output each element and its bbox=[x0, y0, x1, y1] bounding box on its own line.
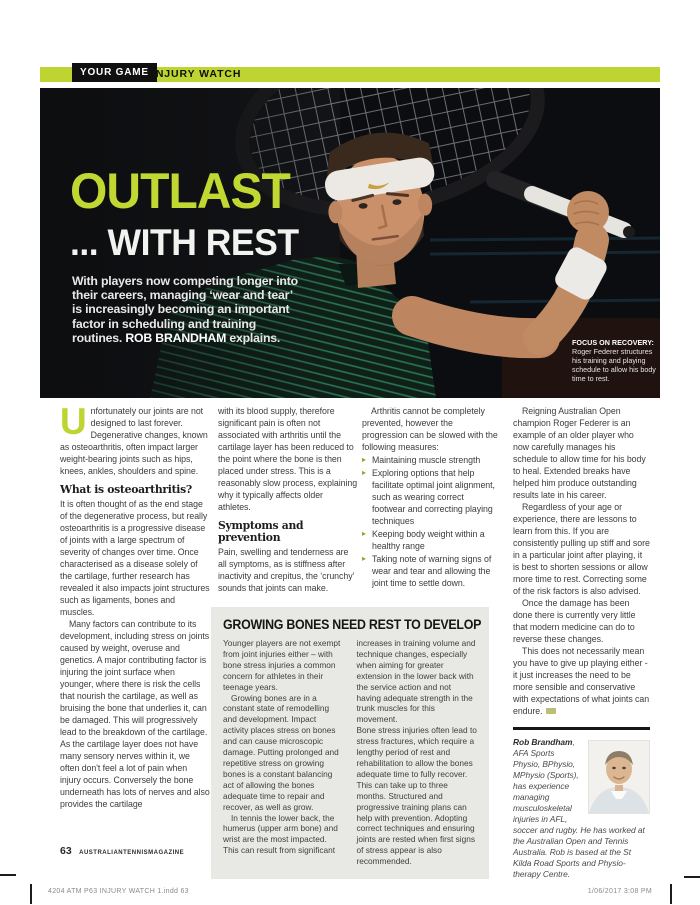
box-paragraph: Growing bones are in a constant state of remodelling and development. Impact activity places stress on bones and can cause microscopic damage. Putting prolonged and repetitive stress on growing bones is a constant balancing act of allowing the bones adequate time to repair and recover, as well as grow. bbox=[223, 692, 339, 812]
paragraph-text: This does not necessarily mean you have to give up playing either - it just increases the need to be more sensible and conservative with expectations of what joints can endure. bbox=[513, 646, 650, 716]
list-item bbox=[362, 528, 499, 552]
bullet-arrow-icon: ▸ bbox=[362, 554, 366, 563]
drop-cap: U bbox=[60, 401, 87, 442]
paragraph: Reigning Australian Open champion Roger Federer is an example of an older player who now carefully manages his schedule to allow time for his body to heal. Extended breaks have helped him produce outstanding results late in his career. bbox=[513, 406, 646, 500]
paragraph: It is often thought of as the end stage of the degenerative process, but really osteoarthritis is a progressive disease of joints with a large spectrum of severity of changes over time. Once characterised as a disease solely of the cartilage, further research has revealed it also impacts joint structures such as ligaments, bones and muscles. bbox=[60, 499, 210, 617]
list-item-text: Exploring options that help facilitate optimal joint alignment, such as wearing correct footwear and correcting playing techniques bbox=[372, 468, 495, 526]
paragraph: Pain, swelling and tenderness are all symptoms, as is stiffness after inactivity and crepitus, the ‘crunchy’ sounds that joints can make. bbox=[218, 547, 355, 593]
page-footer bbox=[60, 841, 184, 859]
crop-mark bbox=[670, 884, 672, 904]
paragraph bbox=[60, 401, 210, 477]
article-column-2 bbox=[218, 405, 358, 594]
author-bio bbox=[513, 737, 650, 880]
paragraph: with its blood supply, therefore significant pain is often not associated with arthritis until the cartilage layer has been reduced to the point where the bone is then placed under stress. This is a reasonably slow process, explaining why it typically affects older athletes. bbox=[218, 406, 358, 512]
photo-caption-label: FOCUS ON RECOVERY: bbox=[572, 338, 654, 347]
article-column-4 bbox=[513, 405, 650, 880]
crop-mark bbox=[684, 876, 700, 878]
box-paragraph: Younger players are not exempt from joint injuries either – with bone stress injuries a common concern for athletes in their teenage years. bbox=[223, 638, 341, 692]
bio-divider bbox=[513, 727, 650, 730]
standfirst-text: With players now competing longer into their careers, managing ‘wear and tear’ is increasingly becoming an important factor in scheduling and training routines. bbox=[72, 274, 298, 345]
standfirst-tail: explains. bbox=[226, 330, 281, 345]
photo-caption bbox=[572, 338, 660, 383]
bio-name: Rob Brandham bbox=[513, 737, 573, 747]
standfirst-author: ROB BRANDHAM bbox=[125, 330, 227, 345]
bullet-arrow-icon: ▸ bbox=[362, 529, 366, 538]
growing-bones-box bbox=[211, 607, 489, 879]
box-paragraph: increases in training volume and technique changes, especially when aiming for greater extension in the lower back with the service action and not having adequate strength in the trunk muscles for this movement. bbox=[356, 638, 476, 725]
list-item bbox=[362, 467, 499, 527]
box-title: GROWING BONES NEED REST TO DEVELOP bbox=[223, 617, 482, 632]
crop-mark bbox=[0, 874, 16, 876]
end-of-article-icon bbox=[546, 708, 556, 714]
bio-text: , AFA Sports Physio, BPhysio, MPhysio (Sports), has experience managing musculoskeletal injuries in AFL, soccer and rugby. He has worked at the Australian Open and Tennis Australia. Rob is based at the St Kilda Road Sports and Physio-therapy Centre. bbox=[513, 737, 645, 879]
paragraph: Arthritis cannot be completely prevented, however the progression can be slowed with the following measures: bbox=[362, 406, 498, 452]
kicker-injury-watch: INJURY WATCH bbox=[152, 68, 242, 80]
paragraph: Regardless of your age or experience, there are lessons to learn from this. If you are consistently pulling up stiff and sore in a particular joint after playing, it is best to shorten sessions or allow more time to rest. Correcting some of the risk factors is also advised. bbox=[513, 502, 650, 596]
standfirst bbox=[72, 274, 300, 345]
list-item-text: Maintaining muscle strength bbox=[372, 455, 481, 465]
paragraph bbox=[513, 645, 650, 717]
article-column-3 bbox=[362, 405, 499, 590]
box-paragraph: Bone stress injuries often lead to stress fractures, which require a lengthy period of rest and rehabilitation to allow the bones adequate time to fully recover. This can take up to three months. Structured and progressive training plans can help with prevention. Adopting correct techniques and ensuring joints are rested when first signs of stress appear is also recommended. bbox=[356, 725, 477, 867]
kicker-your-game: YOUR GAME bbox=[72, 63, 157, 82]
kicker-bar bbox=[40, 67, 660, 82]
page-number: 63 bbox=[60, 845, 72, 857]
subhead-osteoarthritis: What is osteoarthritis? bbox=[60, 483, 192, 496]
photo-caption-text: Roger Federer structures his training and playing schedule to allow his body time to rest. bbox=[572, 347, 656, 383]
author-headshot bbox=[588, 740, 650, 814]
list-item bbox=[362, 553, 499, 589]
measures-list bbox=[362, 454, 499, 589]
hero-photo bbox=[40, 88, 660, 398]
print-slug-right: 1/06/2017 3:08 PM bbox=[587, 888, 652, 895]
list-item-text: Taking note of warning signs of wear and tear and allowing the joint time to settle down. bbox=[372, 554, 492, 588]
list-item-text: Keeping body weight within a healthy range bbox=[372, 529, 485, 551]
crop-mark bbox=[30, 884, 32, 904]
box-paragraph: In tennis the lower back, the humerus (upper arm bone) and wrist are the most impacted. This can result from significant bbox=[223, 812, 338, 856]
list-item bbox=[362, 454, 499, 466]
headline-line2: ... WITH REST bbox=[70, 222, 299, 263]
subhead-symptoms: Symptoms and prevention bbox=[218, 519, 304, 544]
bullet-arrow-icon: ▸ bbox=[362, 468, 366, 477]
box-body bbox=[223, 638, 477, 867]
headline-line1: OUTLAST bbox=[70, 163, 290, 219]
bullet-arrow-icon: ▸ bbox=[362, 455, 366, 464]
print-slug-left: 4204 ATM P63 INJURY WATCH 1.indd 63 bbox=[48, 888, 189, 895]
paragraph: Once the damage has been done there is currently very little that modern medicine can do to reverse these changes. bbox=[513, 598, 636, 644]
paragraph-text: nfortunately our joints are not designed to last forever. Degenerative changes, known as osteoarthritis, often impact larger weight-bearing joints such as hips, knees, ankles, shoulders and spine. bbox=[60, 406, 208, 476]
magazine-name: AUSTRALIANTENNISMAGAZINE bbox=[79, 850, 185, 856]
article-column-1 bbox=[60, 401, 210, 810]
paragraph: Many factors can contribute to its development, including stress on joints caused by weight, overuse and genetics. A major contributing factor is injuring the joint surface when younger, where there is risk the cells that nourish the cartilage, as well as bruising the bone that underlies it, can be damaged. This will progressively lead to the breakdown of the cartilage. As the cartilage layer does not have many sensory nerves within it, we often don't feel a lot of pain when injury occurs. Conversely the bone underneath has lots of nerves and also provides the cartilage bbox=[60, 619, 210, 809]
